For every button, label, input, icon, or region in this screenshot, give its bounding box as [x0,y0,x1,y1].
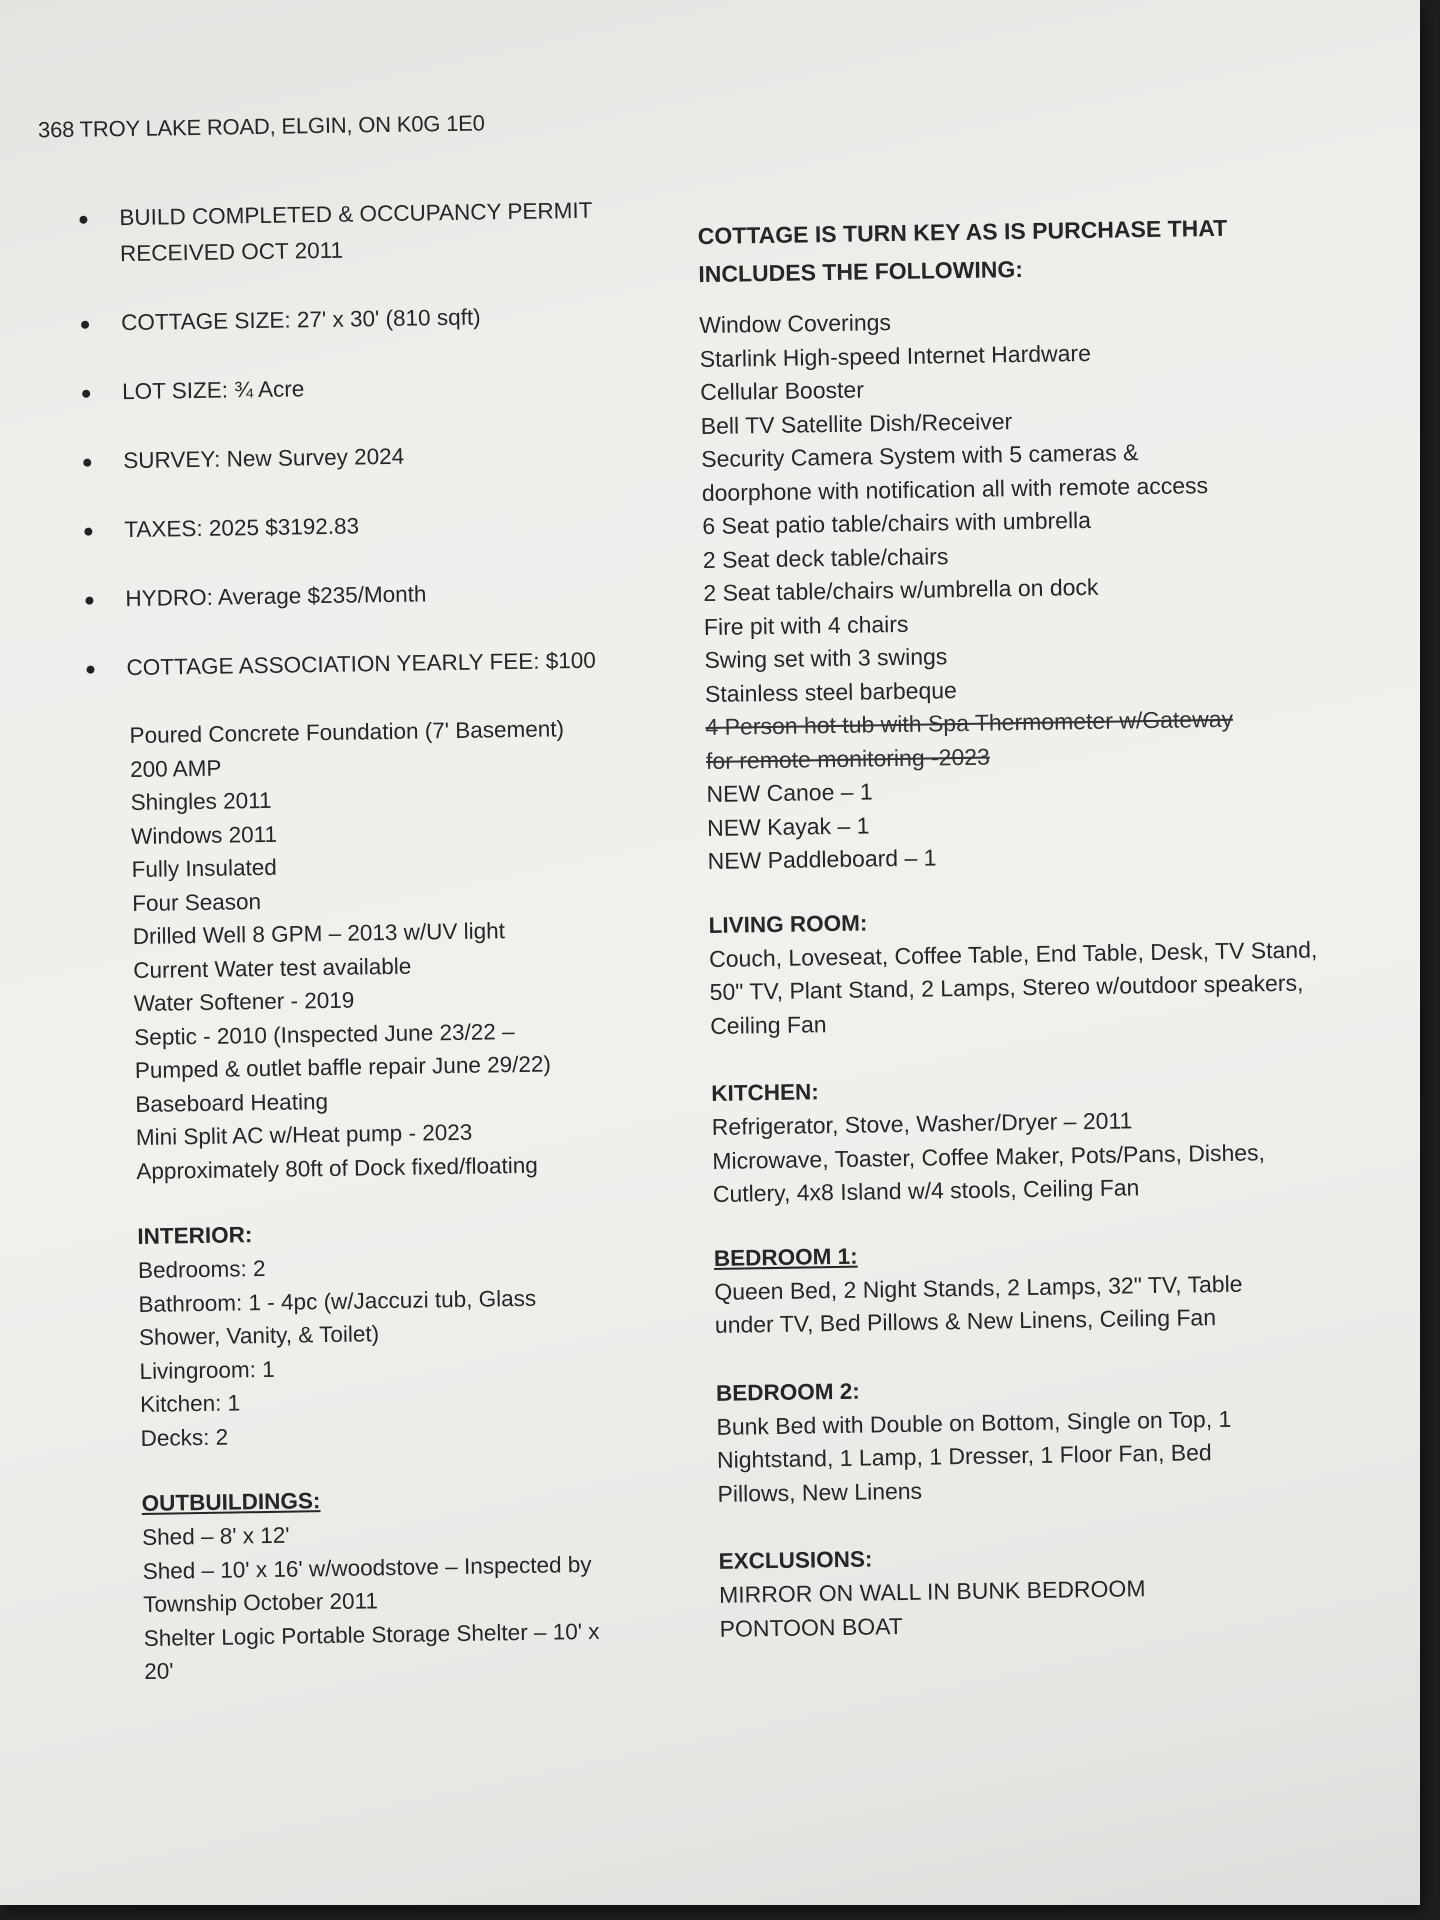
interior-item: Shower, Vanity, & Toilet) [138,1321,380,1350]
outbuildings-heading: OUTBUILDINGS: [141,1488,321,1516]
bullet-dot-icon [82,390,90,398]
inclusion-item: Fire pit with 4 chairs [703,610,909,640]
inclusion-item: Security Camera System with 5 cameras & [701,439,1139,473]
exclusions-section [718,1535,1360,1646]
inclusion-item: Starlink High-speed Internet Hardware [699,339,1092,372]
new-item: NEW Paddleboard – 1 [707,844,937,874]
feature-item: Shingles 2011 [130,787,272,816]
feature-item: Mini Split AC w/Heat pump - 2023 [135,1119,473,1151]
kitchen-line: Microwave, Toaster, Coffee Maker, Pots/Pans, Dishes, [712,1138,1266,1174]
feature-item: Poured Concrete Foundation (7' Basement) [129,716,565,749]
bullet-item-hydro: HYDRO: Average $235/Month [85,572,685,617]
kitchen-section [711,1067,1353,1212]
interior-item: Kitchen: 1 [139,1390,241,1417]
bullet-dot-icon [86,666,94,674]
feature-item: Approximately 80ft of Dock fixed/floating [136,1152,539,1184]
feature-item: Water Softener - 2019 [133,987,355,1017]
left-column [79,191,702,1689]
bullet-dot-icon [79,216,87,224]
living-room-section [708,898,1350,1043]
bullet-dot-icon [85,597,93,605]
feature-list [87,710,702,1689]
bedroom2-heading: BEDROOM 2: [715,1378,860,1406]
property-address: 368 TROY LAKE ROAD, ELGIN, ON K0G 1E0 [37,110,485,143]
bullet-item-lot-size: LOT SIZE: ¾ Acre [82,365,682,410]
inclusion-item: 2 Seat deck table/chairs [702,542,949,573]
inclusions-heading: COTTAGE IS TURN KEY AS IS PURCHASE THAT INCLUDES THE FOLLOWING: [697,214,1228,288]
bullet-item-cottage-size: COTTAGE SIZE: 27' x 30' (810 sqft) [81,296,681,341]
new-item: NEW Kayak – 1 [706,811,870,841]
interior-item: Bathroom: 1 - 4pc (w/Jaccuzi tub, Glass [138,1285,537,1317]
inclusion-item: doorphone with notification all with remote access [701,471,1209,506]
bullet-item-build: BUILD COMPLETED & OCCUPANCY PERMIT RECEIVED OCT 2011 [79,191,680,272]
exclusion-item: MIRROR ON WALL IN BUNK BEDROOM [718,1575,1146,1608]
bullet-item-taxes: TAXES: 2025 $3192.83 [84,503,684,548]
feature-item: Current Water test available [133,953,412,983]
inclusion-item: 2 Seat table/chairs w/umbrella on dock [703,573,1099,607]
inclusion-item: Stainless steel barbeque [704,676,958,707]
outbuildings-item: Shed – 10' x 16' w/woodstove – Inspected by [142,1551,592,1584]
bedroom1-heading: BEDROOM 1: [713,1243,858,1271]
living-room-heading: LIVING ROOM: [708,909,868,938]
exclusions-heading: EXCLUSIONS: [718,1546,873,1574]
struck-inclusion-item: 4 Person hot tub with Spa Thermometer w/Gateway [705,705,1234,741]
bedroom2-text: Bunk Bed with Double on Bottom, Single on Top, 1 Nightstand, 1 Lamp, 1 Dresser, 1 Floor Fan, Bed Pillows, New Linens [716,1405,1232,1507]
bullet-item-association-fee: COTTAGE ASSOCIATION YEARLY FEE: $100 [86,641,686,686]
bedroom1-section [714,1231,1356,1342]
bedroom2-section [716,1366,1358,1511]
feature-item: 200 AMP [129,755,222,782]
summary-bullet-list [79,191,687,686]
feature-item: Fully Insulated [131,854,277,883]
feature-item: Pumped & outlet baffle repair June 29/22) [134,1051,552,1084]
living-room-text: Couch, Loveseat, Coffee Table, End Table, Desk, TV Stand, 50" TV, Plant Stand, 2 Lamps, Stereo w/outdoor speakers, Ceiling Fan [708,935,1318,1039]
outbuildings-section [141,1478,702,1688]
inclusion-item: Swing set with 3 swings [704,643,948,674]
new-item: NEW Canoe – 1 [706,778,873,807]
inclusion-item: Bell TV Satellite Dish/Receiver [700,407,1013,439]
bullet-item-survey: SURVEY: New Survey 2024 [83,434,683,479]
inclusion-item: Window Coverings [698,309,892,339]
bullet-dot-icon [84,528,92,536]
feature-item: Baseboard Heating [135,1088,329,1117]
right-column [697,207,1359,1646]
interior-item: Decks: 2 [140,1424,229,1451]
interior-section [137,1211,699,1455]
bullet-dot-icon [83,459,91,467]
kitchen-heading: KITCHEN: [711,1079,819,1106]
outbuildings-item: 20' [144,1658,174,1684]
feature-item: Windows 2011 [130,821,278,849]
feature-item: Four Season [132,888,262,916]
feature-item: Drilled Well 8 GPM – 2013 w/UV light [132,918,506,950]
struck-inclusion-item: for remote monitoring -2023 [705,743,991,774]
outbuildings-item: Shed – 8' x 12' [141,1522,290,1550]
inclusion-item: Cellular Booster [700,376,865,406]
kitchen-line: Cutlery, 4x8 Island w/4 stools, Ceiling Fan [712,1174,1140,1207]
outbuildings-item: Township October 2011 [143,1588,379,1617]
outbuildings-item: Shelter Logic Portable Storage Shelter – 10' x [143,1618,600,1651]
inclusions-list [699,299,1348,878]
interior-item: Bedrooms: 2 [137,1255,266,1283]
feature-item: Septic - 2010 (Inspected June 23/22 – [134,1018,515,1050]
inclusion-item: 6 Seat patio table/chairs with umbrella [702,506,1092,540]
kitchen-line: Refrigerator, Stove, Washer/Dryer – 2011 [711,1107,1133,1140]
exclusion-item: PONTOON BOAT [719,1612,904,1642]
bullet-dot-icon [81,321,89,329]
interior-item: Livingroom: 1 [139,1356,275,1384]
interior-heading: INTERIOR: [137,1222,253,1249]
bedroom1-text: Queen Bed, 2 Night Stands, 2 Lamps, 32" TV, Table under TV, Bed Pillows & New Linens, Ceiling Fan [714,1270,1243,1338]
